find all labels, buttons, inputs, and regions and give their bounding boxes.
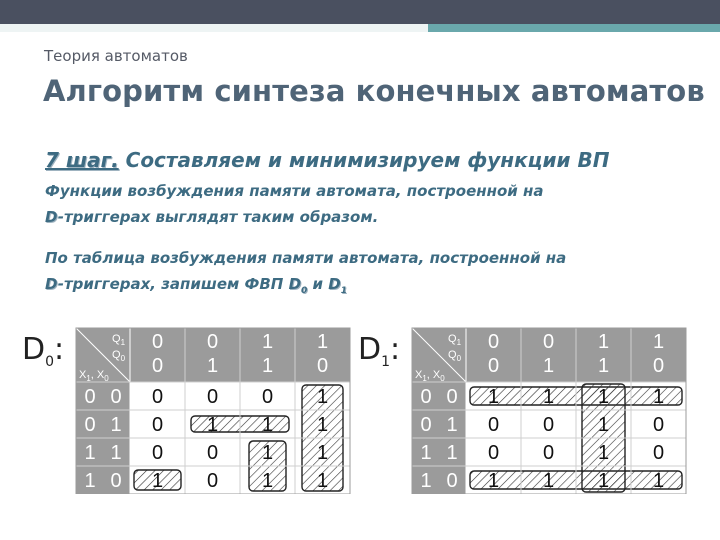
kmap-corner-q0: $Q_0$ xyxy=(448,349,462,363)
kmap-corner-q1: $Q_1$ xyxy=(448,333,462,347)
kmap-cell: 1 xyxy=(316,414,329,436)
kmap-row-header-x0: 1 xyxy=(446,414,458,436)
kmap-cell: 1 xyxy=(597,470,610,492)
kmap-row-header-x1: 0 xyxy=(420,414,432,436)
function-d1: $D_1$ xyxy=(328,275,347,296)
step-label: 7 шаг. xyxy=(45,148,119,172)
kmap-cell: 0 xyxy=(151,442,164,464)
kmap-row-header-x1: 1 xyxy=(420,470,432,492)
slide-title: Алгоритм синтеза конечных автоматов xyxy=(43,74,705,108)
d-letter: D xyxy=(45,275,58,293)
kmap-cell: 1 xyxy=(597,442,610,464)
kmap-col-header-q1: 1 xyxy=(597,331,610,353)
kmap-cell: 1 xyxy=(316,470,329,492)
kmap-cell: 1 xyxy=(206,414,219,436)
kmap-cell: 0 xyxy=(261,386,274,408)
kmap-row-header-x1: 0 xyxy=(84,414,96,436)
paragraph-1 xyxy=(45,178,705,230)
kmap-row-header-x1: 1 xyxy=(420,442,432,464)
kmap-d1-table xyxy=(408,324,720,494)
kmap-corner-x: $X_1$, $X_0$ xyxy=(79,369,109,383)
kmap-cell: 1 xyxy=(542,470,555,492)
and-word: и xyxy=(307,275,329,293)
kmap-row-header-x0: 0 xyxy=(446,386,458,408)
paragraph-2-line-1: По таблица возбуждения памяти автомата, построенной на xyxy=(45,249,567,267)
kmap-cell: 1 xyxy=(597,386,610,408)
paragraph-2-line-2 xyxy=(45,271,705,304)
kmap-cell: 1 xyxy=(487,386,500,408)
kmap-col-header-q1: 0 xyxy=(206,331,219,353)
kmap-col-header-q0: 0 xyxy=(652,355,665,377)
kmap-cell: 1 xyxy=(316,442,329,464)
kmap-col-header-q0: 0 xyxy=(487,355,500,377)
slide-subtitle: Теория автоматов xyxy=(44,47,188,65)
kmap-row-header-x0: 0 xyxy=(446,470,458,492)
kmap-col-header-q1: 1 xyxy=(316,331,329,353)
kmap-row-header-x0: 0 xyxy=(110,386,122,408)
kmap-cell: 0 xyxy=(542,442,555,464)
kmap-corner-x: $X_1$, $X_0$ xyxy=(415,369,445,383)
kmap-cell: 0 xyxy=(487,414,500,436)
kmap-row-header-x0: 1 xyxy=(110,414,122,436)
kmap-col-header-q0: 1 xyxy=(542,355,555,377)
kmap-col-header-q1: 0 xyxy=(542,331,555,353)
kmap-d0-label: $D_0$: xyxy=(22,332,65,370)
function-d0: $D_0$ xyxy=(288,275,308,296)
kmap-cell: 1 xyxy=(487,470,500,492)
kmap-cell: 0 xyxy=(652,414,665,436)
d-letter: D xyxy=(45,208,58,226)
kmap-row-header-x0: 0 xyxy=(110,470,122,492)
kmap-cell: 1 xyxy=(597,414,610,436)
kmap-d1-label: $D_1$: xyxy=(358,332,401,370)
kmap-cell: 0 xyxy=(206,470,219,492)
paragraph-1-line-2 xyxy=(45,204,705,230)
kmap-cell: 0 xyxy=(487,442,500,464)
kmap-row-header-x1: 0 xyxy=(84,386,96,408)
paragraph-2-rest: -триггерах, запишем ФВП xyxy=(57,275,289,293)
kmap-cell: 0 xyxy=(652,442,665,464)
kmap-row-header-x1: 1 xyxy=(84,442,96,464)
kmap-col-header-q1: 0 xyxy=(487,331,500,353)
kmap-cell: 1 xyxy=(261,470,274,492)
kmap-col-header-q1: 1 xyxy=(261,331,274,353)
kmap-col-header-q0: 1 xyxy=(597,355,610,377)
kmap-col-header-q0: 1 xyxy=(206,355,219,377)
kmap-cell: 1 xyxy=(261,414,274,436)
kmap-d0-table xyxy=(72,324,402,494)
kmap-cell: 1 xyxy=(652,386,665,408)
kmap-corner-q0: $Q_0$ xyxy=(112,349,126,363)
kmap-cell: 1 xyxy=(261,442,274,464)
kmap-cell: 1 xyxy=(151,470,164,492)
kmap-col-header-q1: 1 xyxy=(652,331,665,353)
kmap-row-header-x0: 1 xyxy=(446,442,458,464)
kmap-col-header-q0: 0 xyxy=(316,355,329,377)
paragraph-1-rest: -триггерах выглядят таким образом. xyxy=(57,208,379,226)
step-heading xyxy=(45,148,705,172)
kmap-cell: 0 xyxy=(206,442,219,464)
top-accent-light xyxy=(0,24,428,32)
kmap-col-header-q0: 1 xyxy=(261,355,274,377)
kmap-row-header-x1: 1 xyxy=(84,470,96,492)
top-bar xyxy=(0,0,720,24)
kmap-corner-q1: $Q_1$ xyxy=(112,333,126,347)
paragraph-1-line-1: Функции возбуждения памяти автомата, построенной на xyxy=(45,182,544,200)
kmap-col-header-q1: 0 xyxy=(151,331,164,353)
kmap-cell: 1 xyxy=(542,386,555,408)
step-text: Составляем и минимизируем функции ВП xyxy=(118,148,610,172)
kmap-row-header-x0: 1 xyxy=(110,442,122,464)
kmap-cell: 0 xyxy=(151,386,164,408)
kmap-cell: 1 xyxy=(316,386,329,408)
kmap-row-header-x1: 0 xyxy=(420,386,432,408)
kmap-cell: 0 xyxy=(206,386,219,408)
paragraph-2 xyxy=(45,245,705,304)
kmap-cell: 0 xyxy=(542,414,555,436)
kmap-cell: 1 xyxy=(652,470,665,492)
kmap-col-header-q0: 0 xyxy=(151,355,164,377)
kmap-cell: 0 xyxy=(151,414,164,436)
